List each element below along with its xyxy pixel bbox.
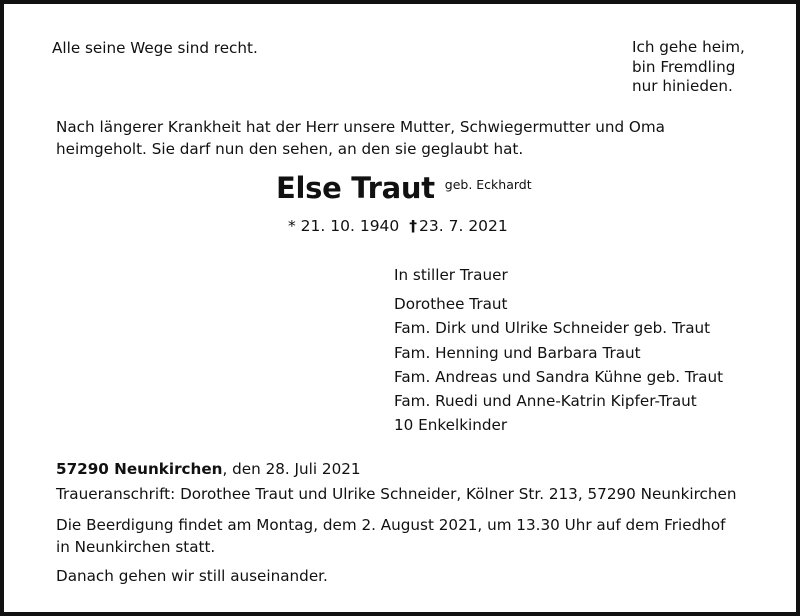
birth-name: geb. Eckhardt (444, 177, 532, 192)
life-dates (288, 216, 508, 237)
mourner-name: Fam. Andreas und Sandra Kühne geb. Traut (394, 367, 724, 386)
place-date (56, 459, 361, 480)
motto-right-line: Ich gehe heim, (632, 38, 745, 56)
mourning-address: Traueranschrift: Dorothee Traut und Ulrike Schneider, Kölner Str. 213, 57290 Neunkirchen (56, 485, 737, 503)
motto-left: Alle seine Wege sind recht. (52, 39, 258, 57)
funeral-info (56, 514, 776, 558)
mourner-name: Fam. Henning und Barbara Traut (394, 343, 641, 362)
funeral-line: Die Beerdigung findet am Montag, dem 2. August 2021, um 13.30 Uhr auf dem Friedhof (56, 516, 726, 534)
place-city: 57290 Neunkirchen (56, 460, 223, 478)
mourner-name: 10 Enkelkinder (394, 416, 508, 435)
motto-right-line: bin Fremdling (632, 57, 736, 76)
cross-icon: † (409, 217, 418, 235)
birth-date: * 21. 10. 1940 (288, 217, 400, 235)
deceased-name-line (276, 171, 532, 205)
intro-line: Nach längerer Krankheit hat der Herr unsere Mutter, Schwiegermutter und Oma (56, 118, 665, 136)
death-date: 23. 7. 2021 (419, 217, 508, 235)
motto-right (632, 38, 792, 97)
closing-text: Danach gehen wir still auseinander. (56, 567, 328, 585)
motto-right-line: nur hinieden. (632, 77, 733, 95)
intro-line: heimgeholt. Sie darf nun den sehen, an den sie geglaubt hat. (56, 140, 524, 158)
funeral-line: in Neunkirchen statt. (56, 538, 216, 556)
mourner-name: Fam. Ruedi und Anne-Katrin Kipfer-Traut (394, 392, 697, 411)
deceased-name: Else Traut (276, 171, 435, 205)
mourner-name: Dorothee Traut (394, 295, 508, 313)
mourners-heading: In stiller Trauer (394, 266, 508, 284)
mourner-name: Fam. Dirk und Ulrike Schneider geb. Traut (394, 319, 711, 338)
notice-date: , den 28. Juli 2021 (222, 460, 361, 478)
mourners-block (394, 264, 723, 438)
intro-text (56, 116, 776, 160)
